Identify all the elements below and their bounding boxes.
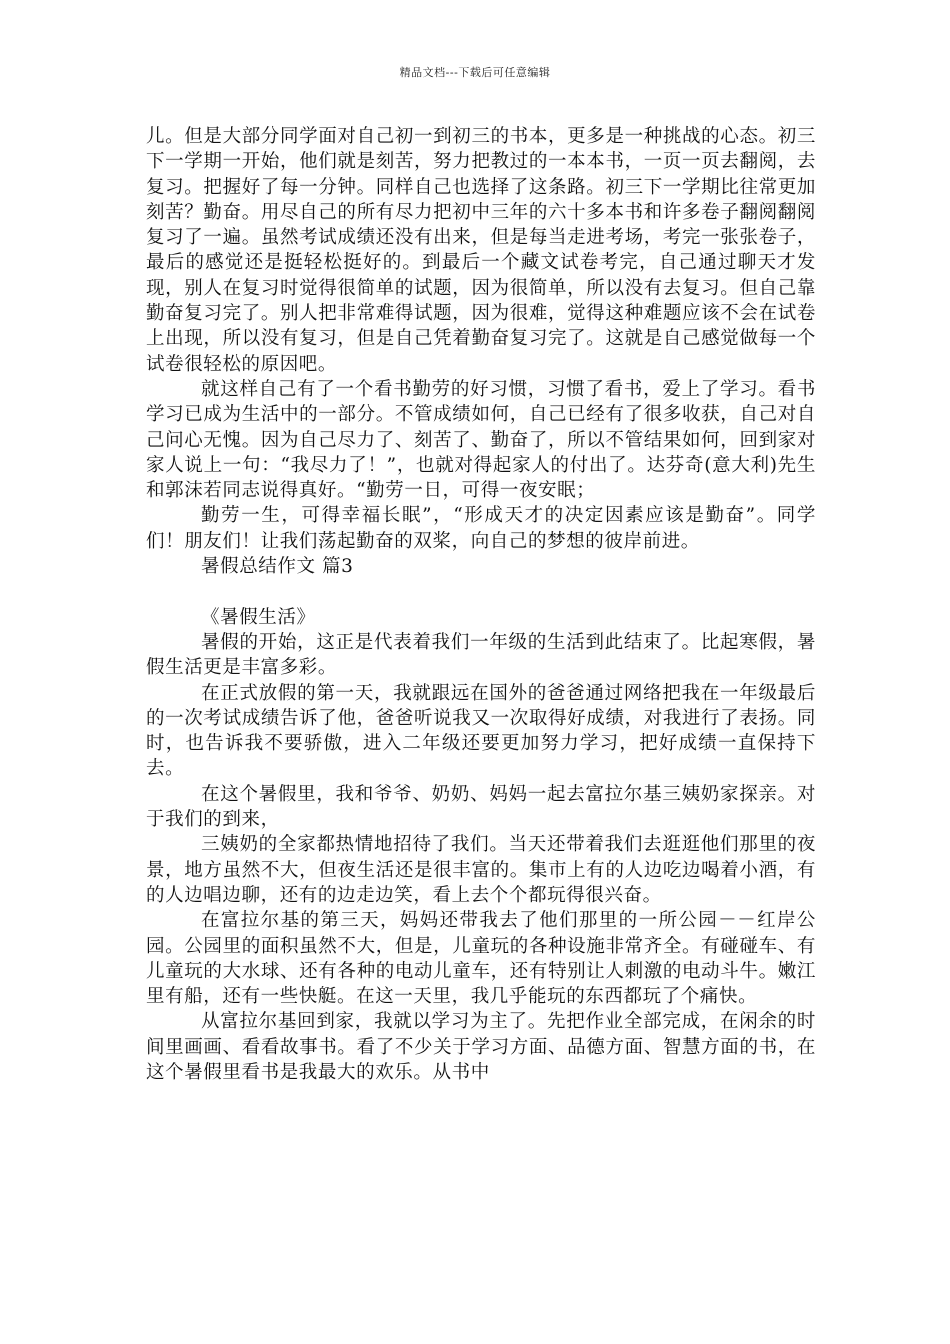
essay-title: 《暑假生活》 — [201, 606, 316, 628]
paragraph-5: 在正式放假的第一天，我就跟远在国外的爸爸通过网络把我在一年级最后的一次考试成绩告诉了他，爸爸听说我又一次取得好成绩，对我进行了表扬。同时，也告诉我不要骄傲，进入二年级还要更加努力学习，把好成绩一直保持下去。 — [146, 682, 816, 780]
blank-line — [146, 579, 816, 604]
section-heading: 暑假总结作文 篇3 — [201, 556, 354, 578]
paragraph-2: 就这样自己有了一个看书勤劳的好习惯，习惯了看书，爱上了学习。看书学习已成为生活中的一部分。不管成绩如何，自己已经有了很多收获，自己对自己问心无愧。因为自己尽力了、刻苦了、勤奋了，所以不管结果如何，回到家对家人说上一句：“我尽力了！”，也就对得起家人的付出了。达芬奇(意大利)先生和郭沫若同志说得真好。“勤劳一日，可得一夜安眠； — [146, 378, 816, 502]
paragraph-3: 勤劳一生，可得幸福长眠”，“形成天才的决定因素应该是勤奋”。同学们！朋友们！让我们荡起勤奋的双桨，向自己的梦想的彼岸前进。 — [146, 505, 816, 552]
document-body — [146, 124, 816, 1085]
paragraph-9: 从富拉尔基回到家，我就以学习为主了。先把作业全部完成，在闲余的时间里画画、看看故事书。看了不少关于学习方面、品德方面、智慧方面的书，在这个暑假里看书是我最大的欢乐。从书中 — [146, 1011, 816, 1083]
paragraph-8: 在富拉尔基的第三天，妈妈还带我去了他们那里的一所公园－－红岸公园。公园里的面积虽然不大，但是，儿童玩的各种设施非常齐全。有碰碰车、有儿童玩的大水球、还有各种的电动儿童车，还有特别让人刺激的电动斗牛。嫩江里有船，还有一些快艇。在这一天里，我几乎能玩的东西都玩了个痛快。 — [146, 910, 816, 1008]
paragraph-1: 儿。但是大部分同学面对自己初一到初三的书本，更多是一种挑战的心态。初三下一学期一开始，他们就是刻苦，努力把教过的一本本书，一页一页去翻阅，去复习。把握好了每一分钟。同样自己也选择了这条路。初三下一学期比往常更加刻苦？勤奋。用尽自己的所有尽力把初中三年的六十多本书和许多卷子翻阅翻阅复习了一遍。虽然考试成绩还没有出来，但是每当走进考场，考完一张张卷子，最后的感觉还是挺轻松挺好的。到最后一个藏文试卷考完，自己通过聊天才发现，别人在复习时觉得很简单的试题，因为很简单，所以没有去复习。但自己靠勤奋复习完了。别人把非常难得试题，因为很难，觉得这种难题应该不会在试卷上出现，所以没有复习，但是自己凭着勤奋复习完了。这就是自己感觉做每一个试卷很轻松的原因吧。 — [146, 126, 816, 375]
paragraph-4: 暑假的开始，这正是代表着我们一年级的生活到此结束了。比起寒假，暑假生活更是丰富多彩。 — [146, 631, 816, 679]
paragraph-6: 在这个暑假里，我和爷爷、奶奶、妈妈一起去富拉尔基三姨奶家探亲。对于我们的到来， — [146, 783, 816, 831]
paragraph-7: 三姨奶的全家都热情地招待了我们。当天还带着我们去逛逛他们那里的夜景，地方虽然不大，但夜生活还是很丰富的。集市上有的人边吃边喝着小酒，有的人边唱边聊，还有的边走边笑，看上去个个都玩得很兴奋。 — [146, 834, 816, 906]
page-header: 精品文档---下载后可任意编辑 — [399, 66, 551, 79]
